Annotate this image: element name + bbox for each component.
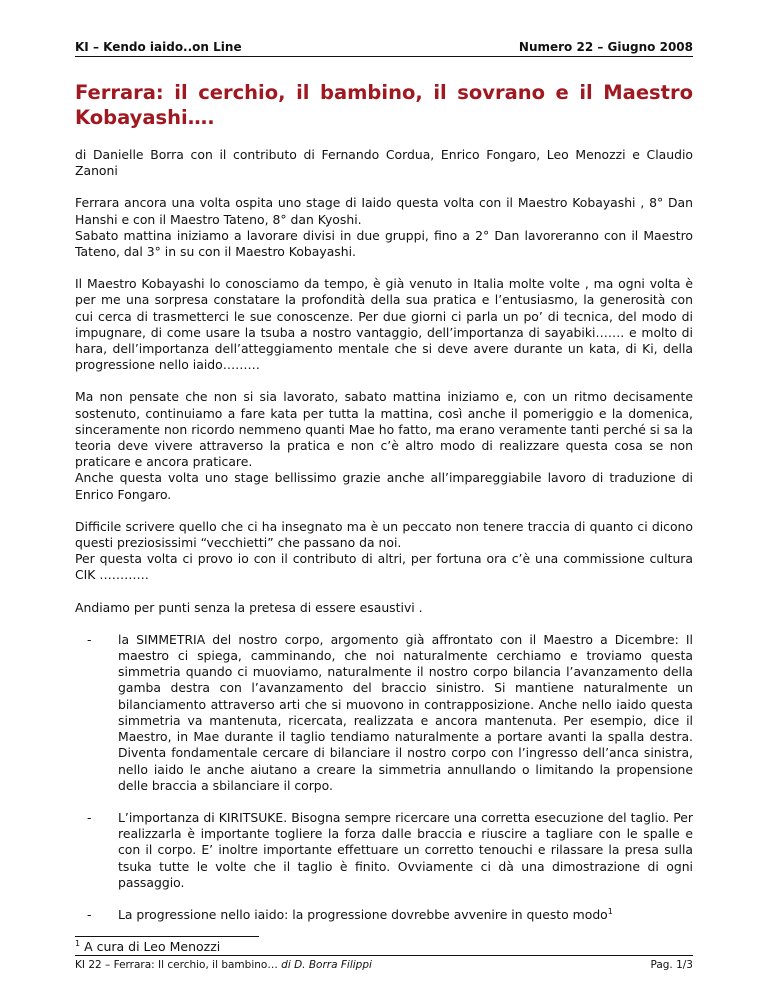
header-publication: KI – Kendo iaido..on Line — [75, 40, 242, 54]
point-kiritsuke: L’importanza di KIRITSUKE. Bisogna sempre ricercare una corretta esecuzione del taglio. Per realizzarla è importante togliere la forza dalle braccia e riuscire a tagliare con le spalle e con il corpo. E’ inoltre importante effettuare un corretto tenouchi e rilassare la presa sulla tsuka tutte le volte che il taglio è finito. Ovviamente ci dà una dimostrazione di ogni passaggio. — [118, 809, 693, 890]
footnote-text: A cura di Leo Menozzi — [84, 939, 221, 954]
footer-title — [75, 959, 372, 971]
paragraph-intro-line1: Ferrara ancora una volta ospita uno stage di Iaido questa volta con il Maestro Kobayashi , 8° Dan Hanshi e con il Maestro Tateno, 8° dan Kyoshi. — [75, 195, 693, 227]
paragraph-practice — [75, 389, 693, 502]
paragraph-practice-main: Ma non pensate che non si sia lavorato, sabato mattina iniziamo e, con un ritmo decisamente sostenuto, continuiamo a fare kata per tutta la mattina, così anche il pomeriggio e la domenica, sinceramente non ricordo nemmeno quanti Mae ho fatto, ma erano veramente tanti perché si sa la teoria deve vivere attraverso la pratica e non c’è altro modo di realizzare questa cosa se non praticare e ancora praticare. — [75, 389, 693, 470]
paragraph-difficult — [75, 519, 693, 584]
footnote-divider — [75, 936, 259, 937]
point-progression: La progressione nello iaido: la progressione dovrebbe avvenire in questo modo — [118, 906, 608, 922]
points-list — [75, 632, 693, 923]
article-title: Ferrara: il cerchio, il bambino, il sovrano e il Maestro Kobayashi…. — [75, 81, 693, 129]
paragraph-intro-line2: Sabato mattina iniziamo a lavorare divisi in due gruppi, fino a 2° Dan lavoreranno con il Maestro Tateno, dal 3° in su con il Maestro Kobayashi. — [75, 227, 693, 260]
footer-author: di D. Borra Filippi — [281, 959, 372, 971]
list-dash: - — [87, 906, 92, 922]
paragraph-intro — [75, 195, 693, 260]
list-item — [75, 810, 693, 891]
footer-article: KI 22 – Ferrara: Il cerchio, il bambino… — [75, 959, 278, 971]
header-issue: Numero 22 – Giugno 2008 — [518, 40, 693, 54]
footnote-number: 1 — [75, 938, 81, 948]
list-item — [75, 632, 693, 794]
paragraph-points-intro: Andiamo per punti senza la pretesa di essere esaustivi . — [75, 599, 423, 615]
paragraph-practice-thanks: Anche questa volta uno stage bellissimo grazie anche all’impareggiabile lavoro di traduzione di Enrico Fongaro. — [75, 470, 693, 502]
byline: di Danielle Borra con il contributo di Fernando Cordua, Enrico Fongaro, Leo Menozzi e Claudio Zanoni — [75, 147, 693, 179]
paragraph-difficult-commission: Per questa volta ci provo io con il contributo di altri, per fortuna ora c’è una commissione cultura CIK ………… — [75, 551, 693, 583]
footnote — [75, 939, 220, 954]
list-item — [75, 907, 693, 923]
list-dash: - — [87, 631, 92, 647]
running-header — [75, 40, 693, 57]
page-number: Pag. 1/3 — [650, 959, 693, 971]
point-symmetry: la SIMMETRIA del nostro corpo, argomento già affrontato con il Maestro a Dicembre: Il maestro ci spiega, camminando, che noi naturalmente cerchiamo e troviamo questa simmetria quando ci muoviamo, naturalmente il nostro corpo bilancia l’avanzamento della gamba destra con l’avanzamento del braccio sinistro. Si mantiene naturalmente un bilanciamento attraverso arti che si muovono in contrapposizione. Anche nello iaido questa simmetria va mantenuta, ricercata, realizzata e ancora mantenuta. Per esempio, dice il Maestro, in Mae durante il taglio tendiamo naturalmente a portare avanti la spalla destra. Diventa fondamentale cercare di bilanciare il nostro corpo con l’ingresso dell’anca sinistra, nello iaido le anche aiutano a creare la simmetria annullando o limitando la propensione delle braccia a sbilanciare il corpo. — [118, 631, 693, 793]
article-body — [75, 147, 693, 939]
paragraph-kobayashi: Il Maestro Kobayashi lo conosciamo da tempo, è già venuto in Italia molte volte , ma ogni volta è per me una sorpresa constatare la profondità della sua pratica e l’entusiasmo, la generosità con cui cerca di trasmetterci le sue conoscenze. Per due giorni ci parla un po’ di tecnica, del modo di impugnare, di come usare la tsuba a nostro vantaggio, dell’importanza di sayabiki……. e molto di hara, dell’importanza dell’atteggiamento mentale che si deve avere durante un kata, di Ki, della progressione nello iaido……… — [75, 276, 693, 373]
paragraph-difficult-main: Difficile scrivere quello che ci ha insegnato ma è un peccato non tenere traccia di quanto ci dicono questi preziosissimi “vecchietti” che passano da noi. — [75, 518, 693, 551]
running-footer — [75, 955, 693, 973]
footnote-reference[interactable]: 1 — [607, 906, 613, 916]
list-dash: - — [87, 809, 92, 825]
